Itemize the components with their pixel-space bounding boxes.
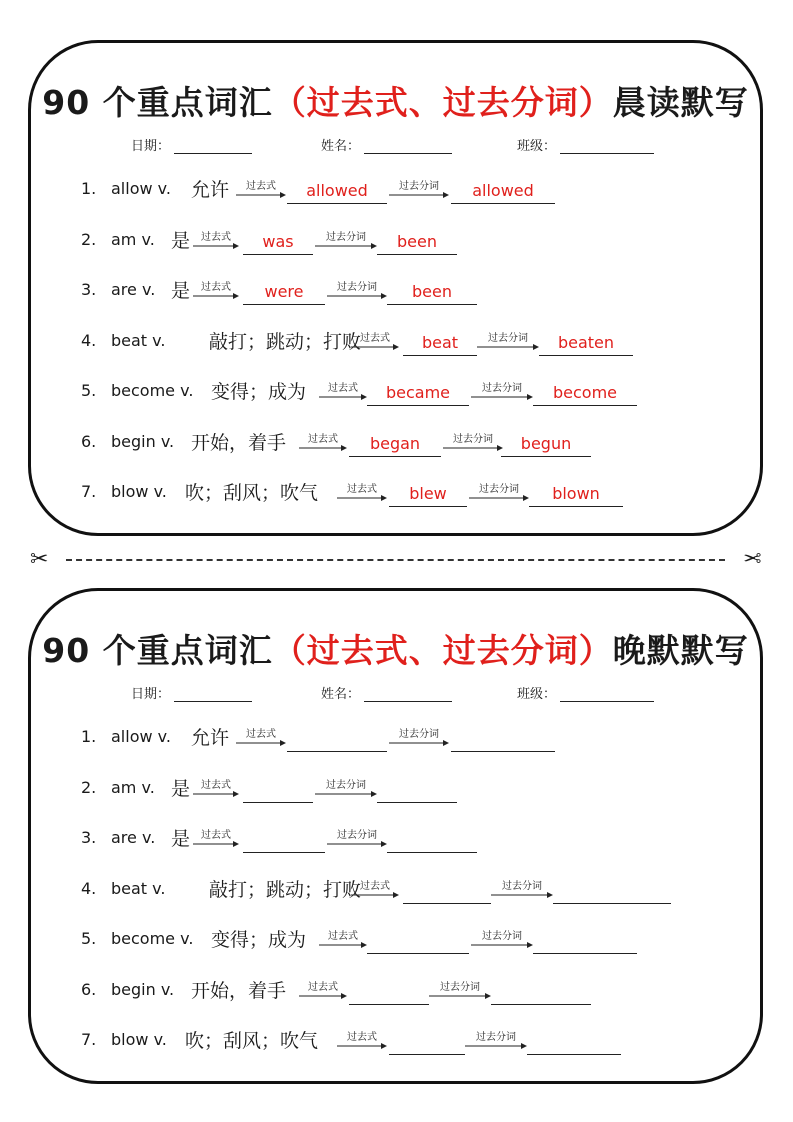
english-word: beat v. bbox=[111, 330, 166, 350]
past-tense-answer[interactable]: beat bbox=[403, 333, 477, 356]
past-participle-arrow bbox=[471, 927, 533, 949]
past-tense-answer[interactable]: became bbox=[367, 383, 469, 406]
past-participle-answer[interactable]: been bbox=[377, 232, 457, 255]
past-tense-label: 过去式 bbox=[308, 981, 338, 993]
cut-line bbox=[28, 548, 763, 572]
past-tense-arrow bbox=[193, 776, 239, 798]
past-tense-answer[interactable]: allowed bbox=[287, 181, 387, 204]
item-number: 5. bbox=[81, 381, 97, 400]
class-blank[interactable] bbox=[560, 139, 654, 154]
english-word: become v. bbox=[111, 381, 194, 400]
dashed-divider bbox=[66, 559, 725, 561]
english-word: allow v. bbox=[111, 179, 171, 198]
page-title bbox=[31, 625, 760, 672]
past-tense-arrow bbox=[299, 978, 347, 1000]
class-label: 班级： bbox=[517, 687, 557, 702]
past-participle-arrow bbox=[469, 480, 529, 502]
past-participle-arrow bbox=[491, 877, 553, 899]
past-tense-answer[interactable] bbox=[287, 729, 387, 752]
past-tense-arrow bbox=[193, 278, 239, 300]
past-tense-label: 过去式 bbox=[347, 1032, 377, 1043]
chinese-meaning: 吹；刮风；吹气 bbox=[185, 1030, 319, 1052]
past-participle-label: 过去分词 bbox=[488, 332, 528, 344]
past-tense-label: 过去式 bbox=[246, 181, 276, 192]
past-tense-arrow bbox=[337, 480, 387, 502]
chinese-meaning: 是 bbox=[171, 229, 191, 252]
past-participle-answer[interactable] bbox=[387, 830, 477, 853]
meta-fields bbox=[31, 135, 760, 155]
past-tense-label: 过去式 bbox=[347, 484, 377, 495]
past-tense-arrow bbox=[319, 379, 367, 401]
name-blank[interactable] bbox=[364, 687, 452, 702]
page-title bbox=[31, 77, 760, 124]
item-number: 1. bbox=[81, 179, 97, 198]
title-suffix: 晨读默写 bbox=[612, 83, 749, 122]
past-participle-label: 过去分词 bbox=[476, 1032, 516, 1043]
past-participle-answer[interactable] bbox=[527, 1032, 621, 1055]
past-tense-arrow bbox=[193, 826, 239, 848]
past-tense-label: 过去式 bbox=[201, 779, 231, 791]
class-blank[interactable] bbox=[560, 687, 654, 702]
english-word: blow v. bbox=[111, 1030, 167, 1049]
item-number: 1. bbox=[81, 727, 97, 746]
past-participle-answer[interactable] bbox=[491, 982, 591, 1005]
item-number: 6. bbox=[81, 431, 97, 451]
past-tense-label: 过去式 bbox=[201, 282, 231, 293]
item-number: 3. bbox=[81, 828, 97, 847]
past-participle-answer[interactable] bbox=[553, 881, 671, 904]
item-number: 2. bbox=[81, 777, 97, 797]
title-highlight: （过去式、过去分词） bbox=[272, 631, 613, 670]
evening-worksheet-card bbox=[28, 588, 763, 1084]
scissors-icon: ✂ bbox=[742, 547, 761, 572]
past-tense-answer[interactable] bbox=[243, 780, 313, 803]
english-word: am v. bbox=[111, 777, 155, 797]
morning-worksheet-card bbox=[28, 40, 763, 536]
past-participle-label: 过去分词 bbox=[453, 433, 493, 445]
past-participle-label: 过去分词 bbox=[337, 830, 377, 841]
item-number: 5. bbox=[81, 929, 97, 948]
date-blank[interactable] bbox=[174, 687, 252, 702]
past-tense-answer[interactable] bbox=[367, 931, 469, 954]
chinese-meaning: 开始，着手 bbox=[191, 979, 287, 1002]
english-word: begin v. bbox=[111, 431, 175, 451]
past-participle-arrow bbox=[429, 978, 491, 1000]
chinese-meaning: 是 bbox=[171, 777, 191, 800]
date-field[interactable] bbox=[131, 135, 252, 154]
english-word: allow v. bbox=[111, 727, 171, 746]
date-label: 日期： bbox=[131, 687, 171, 702]
past-participle-label: 过去分词 bbox=[326, 779, 366, 791]
chinese-meaning: 是 bbox=[171, 280, 191, 302]
date-field[interactable] bbox=[131, 683, 252, 702]
chinese-meaning: 开始，着手 bbox=[191, 431, 287, 454]
chinese-meaning: 敲打；跳动；打败 bbox=[209, 878, 362, 901]
past-participle-answer[interactable]: allowed bbox=[451, 181, 555, 204]
title-main: 90 个重点词汇 bbox=[42, 631, 273, 670]
past-tense-arrow bbox=[337, 1028, 387, 1050]
past-participle-answer[interactable]: been bbox=[387, 282, 477, 305]
date-label: 日期： bbox=[131, 139, 171, 154]
chinese-meaning: 吹；刮风；吹气 bbox=[185, 482, 319, 504]
title-highlight: （过去式、过去分词） bbox=[272, 83, 613, 122]
past-participle-arrow bbox=[389, 177, 449, 199]
english-word: become v. bbox=[111, 929, 194, 948]
english-word: am v. bbox=[111, 229, 155, 249]
past-participle-label: 过去分词 bbox=[399, 729, 439, 740]
past-tense-arrow bbox=[236, 725, 286, 747]
chinese-meaning: 允许 bbox=[191, 179, 230, 201]
past-participle-label: 过去分词 bbox=[440, 981, 480, 993]
class-field[interactable] bbox=[517, 135, 654, 154]
name-blank[interactable] bbox=[364, 139, 452, 154]
english-word: are v. bbox=[111, 280, 156, 299]
past-participle-answer[interactable]: become bbox=[533, 383, 637, 406]
past-tense-arrow bbox=[299, 430, 347, 452]
past-tense-answer[interactable] bbox=[389, 1032, 465, 1055]
chinese-meaning: 敲打；跳动；打败 bbox=[209, 330, 362, 353]
past-tense-arrow bbox=[351, 329, 399, 351]
item-number: 4. bbox=[81, 878, 97, 898]
name-field[interactable] bbox=[321, 135, 452, 154]
past-participle-answer[interactable]: begun bbox=[501, 434, 591, 457]
past-participle-answer[interactable]: beaten bbox=[539, 333, 633, 356]
past-tense-label: 过去式 bbox=[201, 231, 231, 243]
title-main: 90 个重点词汇 bbox=[42, 83, 273, 122]
item-number: 2. bbox=[81, 229, 97, 249]
class-field[interactable] bbox=[517, 683, 654, 702]
past-tense-answer[interactable]: were bbox=[243, 282, 325, 305]
past-tense-label: 过去式 bbox=[328, 383, 358, 394]
date-blank[interactable] bbox=[174, 139, 252, 154]
past-participle-label: 过去分词 bbox=[326, 231, 366, 243]
item-number: 4. bbox=[81, 330, 97, 350]
item-number: 3. bbox=[81, 280, 97, 299]
past-participle-answer[interactable] bbox=[533, 931, 637, 954]
english-word: are v. bbox=[111, 828, 156, 847]
scissors-icon: ✂ bbox=[30, 547, 49, 572]
english-word: begin v. bbox=[111, 979, 175, 999]
past-tense-arrow bbox=[236, 177, 286, 199]
past-tense-answer[interactable] bbox=[403, 881, 491, 904]
chinese-meaning: 变得；成为 bbox=[211, 929, 307, 951]
past-participle-arrow bbox=[471, 379, 533, 401]
past-participle-arrow bbox=[443, 430, 503, 452]
past-participle-arrow bbox=[315, 776, 377, 798]
past-tense-label: 过去式 bbox=[201, 830, 231, 841]
past-tense-answer[interactable]: began bbox=[349, 434, 441, 457]
class-label: 班级： bbox=[517, 139, 557, 154]
past-participle-arrow bbox=[327, 826, 387, 848]
past-tense-answer[interactable] bbox=[349, 982, 429, 1005]
past-participle-arrow bbox=[315, 228, 377, 250]
past-tense-arrow bbox=[319, 927, 367, 949]
past-tense-answer[interactable] bbox=[243, 830, 325, 853]
past-participle-arrow bbox=[389, 725, 449, 747]
name-label: 姓名： bbox=[321, 139, 361, 154]
past-participle-label: 过去分词 bbox=[482, 383, 522, 394]
past-participle-label: 过去分词 bbox=[482, 931, 522, 942]
meta-fields bbox=[31, 683, 760, 703]
item-number: 7. bbox=[81, 1030, 97, 1049]
past-participle-answer[interactable] bbox=[377, 780, 457, 803]
past-participle-label: 过去分词 bbox=[399, 181, 439, 192]
past-tense-label: 过去式 bbox=[308, 433, 338, 445]
past-tense-arrow bbox=[351, 877, 399, 899]
past-tense-arrow bbox=[193, 228, 239, 250]
item-number: 6. bbox=[81, 979, 97, 999]
past-participle-arrow bbox=[327, 278, 387, 300]
past-tense-label: 过去式 bbox=[246, 729, 276, 740]
past-participle-answer[interactable]: blown bbox=[529, 484, 623, 507]
past-tense-label: 过去式 bbox=[360, 332, 390, 344]
chinese-meaning: 是 bbox=[171, 828, 191, 850]
past-participle-arrow bbox=[477, 329, 539, 351]
past-participle-arrow bbox=[465, 1028, 527, 1050]
past-tense-answer[interactable]: was bbox=[243, 232, 313, 255]
english-word: beat v. bbox=[111, 878, 166, 898]
name-field[interactable] bbox=[321, 683, 452, 702]
name-label: 姓名： bbox=[321, 687, 361, 702]
chinese-meaning: 允许 bbox=[191, 727, 230, 749]
past-participle-label: 过去分词 bbox=[337, 282, 377, 293]
past-participle-label: 过去分词 bbox=[502, 880, 542, 892]
past-tense-label: 过去式 bbox=[328, 931, 358, 942]
past-participle-answer[interactable] bbox=[451, 729, 555, 752]
english-word: blow v. bbox=[111, 482, 167, 501]
past-tense-label: 过去式 bbox=[360, 880, 390, 892]
past-tense-answer[interactable]: blew bbox=[389, 484, 467, 507]
past-participle-label: 过去分词 bbox=[479, 484, 519, 495]
chinese-meaning: 变得；成为 bbox=[211, 381, 307, 403]
title-suffix: 晚默默写 bbox=[612, 631, 749, 670]
item-number: 7. bbox=[81, 482, 97, 501]
